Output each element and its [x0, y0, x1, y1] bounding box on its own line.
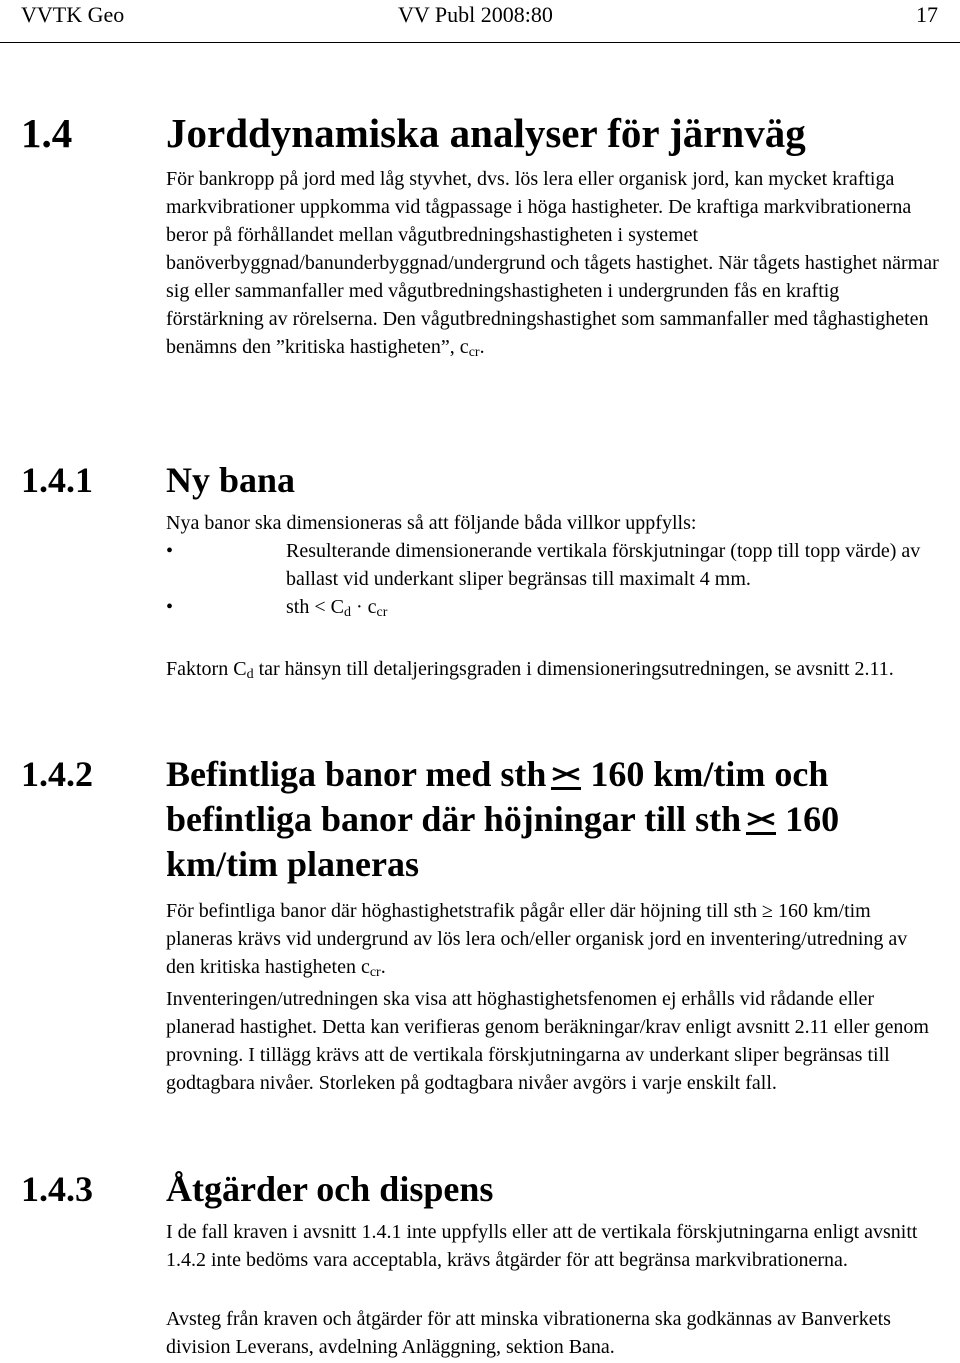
greater-equal-icon [550, 760, 584, 790]
factor-text: Faktorn C [166, 658, 247, 680]
condition-speed [286, 596, 387, 618]
measures-paragraph: I de fall kraven i avsnitt 1.4.1 inte uppfylls eller att de vertikala förskjutningarna enligt avsnitt 1.4.2 inte bedöms vara acceptabla, krävs åtgärder för att begränsa markvibrationerna. [166, 1221, 918, 1271]
subscript-cr: cr [376, 605, 388, 620]
subsection-title-141: Ny bana [166, 460, 296, 500]
subsection-number-142: 1.4.2 [21, 754, 93, 794]
title-part: 160 km/tim och befintliga banor där höjningar till sth [166, 754, 829, 839]
header-left-text: VVTK Geo [21, 2, 125, 27]
bullet-icon: • [166, 596, 174, 618]
section-number: 1.4 [21, 110, 73, 156]
list-item [166, 593, 941, 621]
factor-paragraph [166, 655, 941, 683]
paragraph-text: För befintliga banor där höghastighetstrafik pågår eller där höjning till sth [166, 900, 762, 922]
subsection-number-141: 1.4.1 [21, 460, 93, 500]
bullet-icon: • [166, 540, 174, 562]
subscript-cr: cr [369, 965, 381, 980]
factor-subscript: d [246, 667, 254, 682]
condition-speed-text: sth < C [286, 596, 344, 618]
investigation-paragraph: Inventeringen/utredningen ska visa att höghastighetsfenomen ej erhålls vid rådande eller planerad hastighet. Detta kan verifieras genom beräkningar/krav enligt avsnitt 2.11 eller genom provning. I tillägg krävs att de vertikala förskjutningarna av underkant sliper begränsas till godtagbara nivåer. Storleken på godtagbara nivåer avgörs i varje enskilt fall. [166, 988, 929, 1094]
paragraph-end: . [380, 956, 386, 978]
page-header [0, 0, 960, 43]
greater-equal-symbol: ≥ [761, 900, 773, 922]
paragraph-text: 160 km/tim planeras krävs vid undergrund av lös lera och/eller organisk jord en inventering/utredning av den kritiska hastigheten c [166, 900, 908, 978]
page-number: 17 [916, 2, 938, 27]
subscript-d: d [343, 605, 351, 620]
existing-lines-paragraph [166, 897, 941, 981]
intro-end: . [479, 336, 485, 358]
list-item [166, 537, 941, 593]
section-heading [21, 108, 806, 158]
title-part: Befintliga banor med sth [166, 754, 547, 794]
header-publication: VV Publ 2008:80 [398, 2, 553, 27]
title-part: 160 km/tim planeras [166, 799, 840, 884]
greater-equal-icon [745, 805, 779, 835]
section-title: Jorddynamiska analyser för järnväg [166, 110, 806, 156]
condition-displacement: Resulterande dimensionerande vertikala förskjutningar (topp till topp värde) av ballast vid underkant sliper begränsas till maximalt 4 mm. [286, 540, 921, 590]
subsection-title-143: Åtgärder och dispens [166, 1169, 494, 1209]
factor-text-end: tar hänsyn till detaljeringsgraden i dimensioneringsutredningen, se avsnitt 2.11. [253, 658, 894, 680]
intro-subscript: cr [468, 345, 480, 360]
intro-text: För bankropp på jord med låg styvhet, dvs. lös lera eller organisk jord, kan mycket kraftiga markvibrationer uppkomma vid tågpassage i höga hastigheter. De kraftiga markvibrationerna beror på förhållandet mellan vågutbredningshastigheten i systemet banöverbyggnad/banunderbyggnad/undergrund och tågets hastighet. När tågets hastighet närmar sig eller sammanfaller med vågutbredningshastigheten i undergrunden fås en kraftig förstärkning av rörelserna. Den vågutbredningshastighet som sammanfaller med tåghastigheten benämns den ”kritiska hastigheten”, c [166, 168, 939, 358]
section-intro-paragraph [166, 165, 941, 361]
subsection-number-143: 1.4.3 [21, 1169, 93, 1209]
condition-speed-mid: · c [350, 596, 377, 618]
subsection-title-142 [166, 752, 936, 887]
condition-list [166, 537, 941, 621]
dispens-paragraph: Avsteg från kraven och åtgärder för att minska vibrationerna ska godkännas av Banverkets division Leverans, avdelning Anläggning, sektion Bana. [166, 1308, 891, 1358]
ny-bana-intro: Nya banor ska dimensioneras så att följande båda villkor uppfylls: [166, 512, 697, 534]
